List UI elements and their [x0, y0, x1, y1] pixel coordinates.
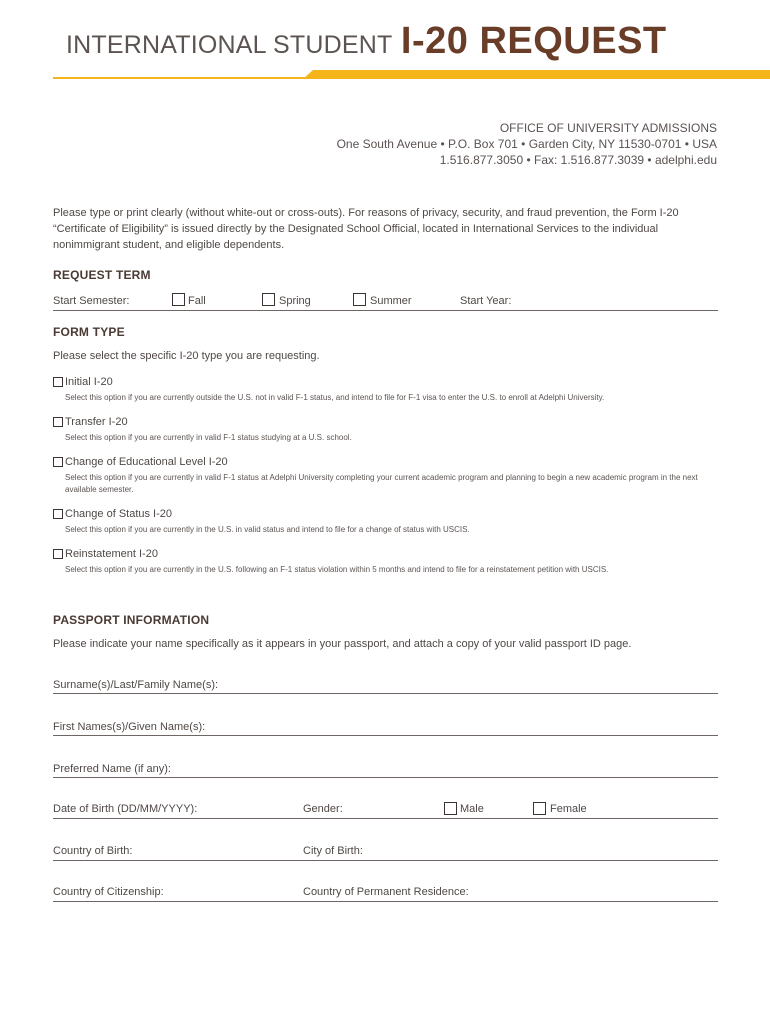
first-name-label: First Names(s)/Given Name(s): — [53, 721, 206, 733]
female-checkbox[interactable] — [533, 802, 546, 815]
male-checkbox[interactable] — [444, 802, 457, 815]
change-status-i20-desc: Select this option if you are currently in the U.S. in valid status and intend to file for a change of status with USCIS. — [65, 525, 470, 534]
office-address: One South Avenue • P.O. Box 701 • Garden City, NY 11530-0701 • USA — [336, 137, 717, 151]
spring-checkbox[interactable] — [262, 293, 275, 306]
change-status-i20-label: Change of Status I-20 — [65, 508, 173, 520]
start-term-underline[interactable] — [53, 310, 718, 311]
office-address-block — [337, 120, 717, 168]
change-level-i20-desc: Select this option if you are currently in valid F-1 status at Adelphi University completing your current academic program and planning to begin a new academic program in the next available semester. — [65, 473, 698, 494]
transfer-i20-checkbox[interactable] — [53, 417, 63, 427]
summer-checkbox[interactable] — [353, 293, 366, 306]
change-level-i20-checkbox[interactable] — [53, 457, 63, 467]
summer-label: Summer — [370, 295, 412, 307]
title-bold: I-20 REQUEST — [400, 20, 667, 62]
reinstatement-i20-label: Reinstatement I-20 — [65, 548, 158, 560]
request-term-heading: REQUEST TERM — [53, 268, 151, 282]
first-name-field[interactable] — [53, 735, 718, 736]
birth-place-field[interactable] — [53, 860, 718, 861]
initial-i20-checkbox[interactable] — [53, 377, 63, 387]
transfer-i20-desc: Select this option if you are currently in valid F-1 status studying at a U.S. school. — [65, 433, 352, 442]
fall-checkbox[interactable] — [172, 293, 185, 306]
citizenship-label: Country of Citizenship: — [53, 886, 164, 898]
passport-heading: PASSPORT INFORMATION — [53, 613, 210, 627]
preferred-name-label: Preferred Name (if any): — [53, 763, 171, 775]
male-label: Male — [460, 803, 484, 815]
residence-label: Country of Permanent Residence: — [303, 886, 469, 898]
form-title — [66, 20, 667, 64]
fall-label: Fall — [188, 295, 206, 307]
change-status-i20-checkbox[interactable] — [53, 509, 63, 519]
dob-gender-field[interactable] — [53, 818, 718, 819]
initial-i20-desc: Select this option if you are currently outside the U.S. not in valid F-1 status, and intend to file for F-1 visa to enter the U.S. to enroll at Adelphi University. — [65, 393, 605, 402]
header-accent-bar — [303, 70, 770, 79]
country-birth-label: Country of Birth: — [53, 845, 133, 857]
preferred-name-field[interactable] — [53, 777, 718, 778]
dob-label: Date of Birth (DD/MM/YYYY): — [53, 803, 198, 815]
citizenship-field[interactable] — [53, 901, 718, 902]
surname-label: Surname(s)/Last/Family Name(s): — [53, 679, 219, 691]
form-type-instruction: Please select the specific I-20 type you are requesting. — [53, 350, 320, 362]
title-light: INTERNATIONAL STUDENT — [66, 31, 393, 59]
office-name: OFFICE OF UNIVERSITY ADMISSIONS — [499, 121, 717, 135]
female-label: Female — [550, 803, 587, 815]
form-type-heading: FORM TYPE — [53, 325, 125, 339]
start-year-label: Start Year: — [460, 295, 512, 307]
change-level-i20-label: Change of Educational Level I-20 — [65, 456, 228, 468]
initial-i20-label: Initial I-20 — [65, 376, 113, 388]
transfer-i20-label: Transfer I-20 — [65, 416, 128, 428]
gender-label: Gender: — [303, 803, 343, 815]
reinstatement-i20-desc: Select this option if you are currently in the U.S. following an F-1 status violation within 5 months and intend to file for a reinstatement petition with USCIS. — [65, 565, 609, 574]
city-birth-label: City of Birth: — [303, 845, 363, 857]
spring-label: Spring — [279, 295, 311, 307]
intro-paragraph: Please type or print clearly (without white-out or cross-outs). For reasons of privacy, security, and fraud prevention, the Form I-20 “Certificate of Eligibility” is issued directly by the Designated School Official, located in International Services to the individual nonimmigrant student, and eligible dependents. — [53, 207, 679, 251]
start-semester-label: Start Semester: — [53, 295, 130, 307]
office-contact: 1.516.877.3050 • Fax: 1.516.877.3039 • adelphi.edu — [439, 153, 717, 167]
passport-instruction: Please indicate your name specifically as it appears in your passport, and attach a copy of your valid passport ID page. — [53, 638, 632, 650]
reinstatement-i20-checkbox[interactable] — [53, 549, 63, 559]
surname-field[interactable] — [53, 693, 718, 694]
